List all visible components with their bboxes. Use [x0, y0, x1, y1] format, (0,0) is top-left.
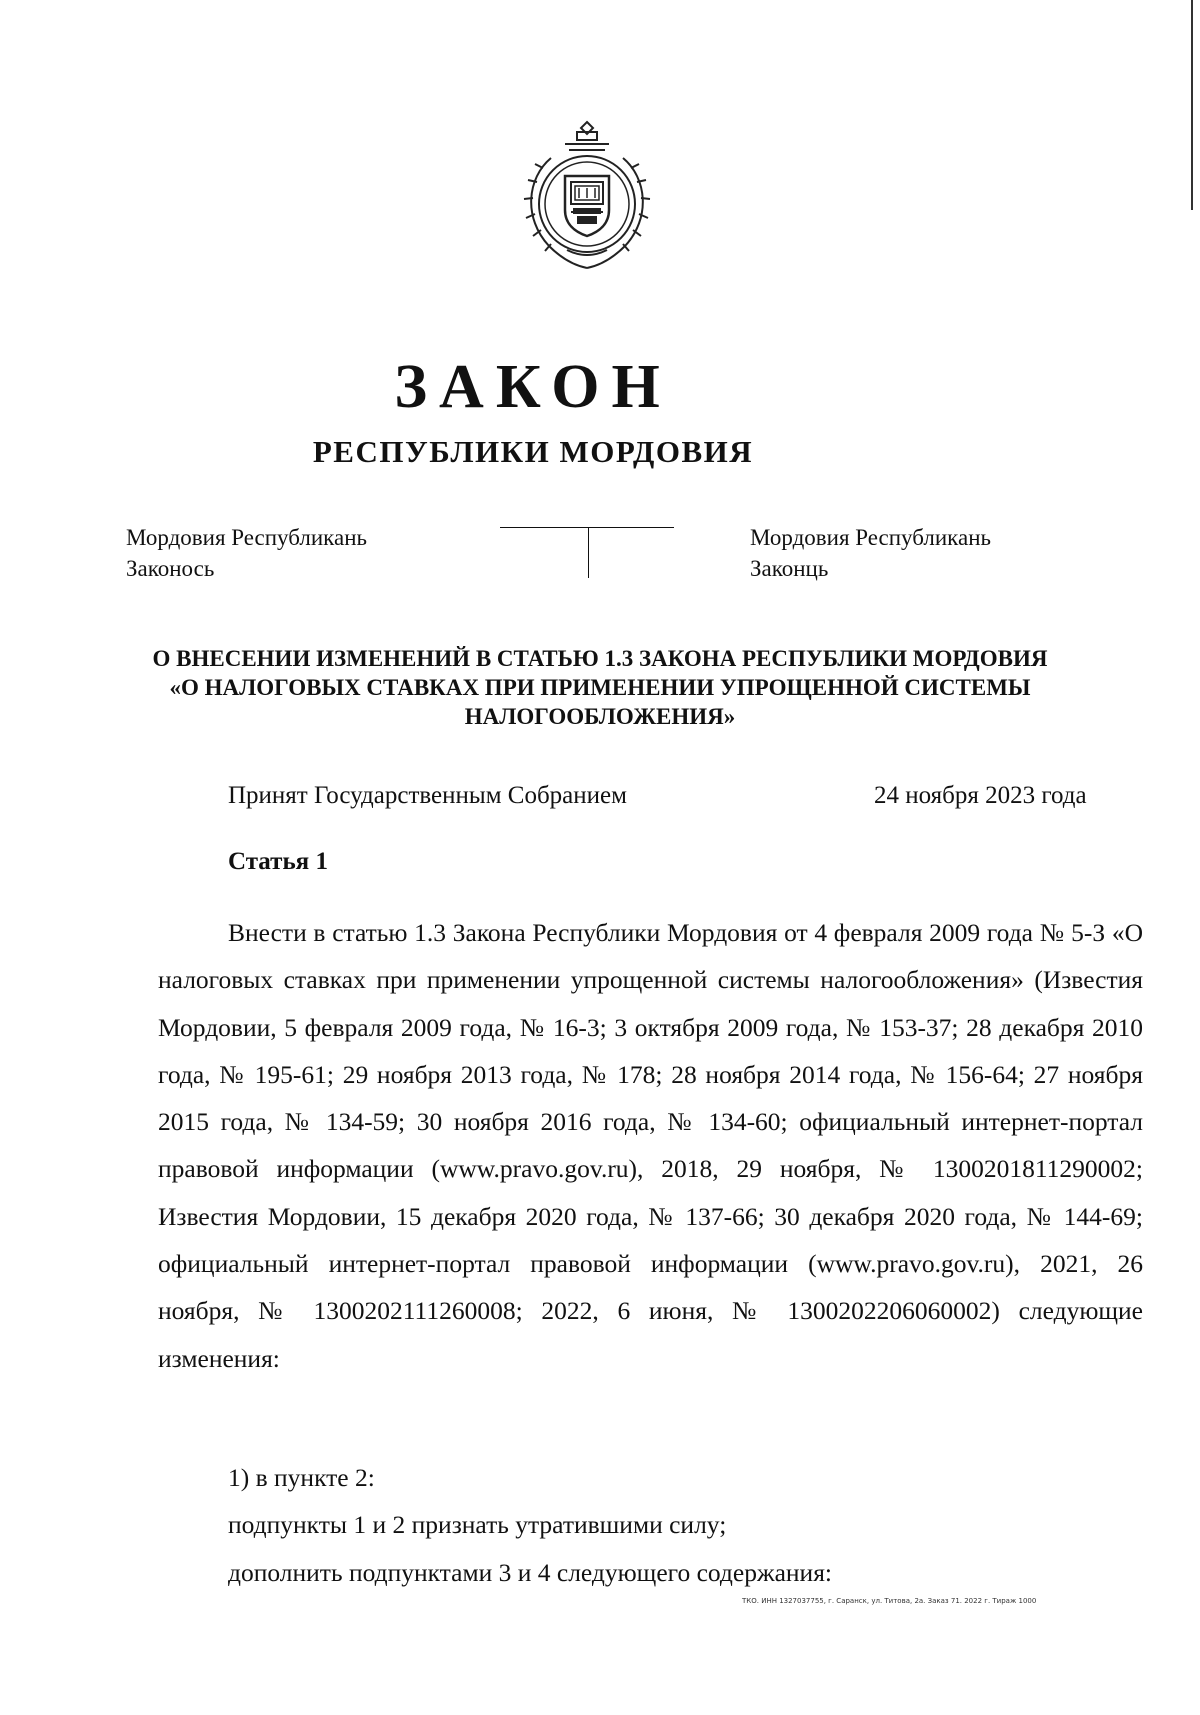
header-left-line2: Законось — [126, 556, 215, 581]
coat-of-arms-icon — [511, 118, 663, 274]
header-divider-vertical — [588, 528, 589, 578]
document-heading-line2: «О НАЛОГОВЫХ СТАВКАХ ПРИ ПРИМЕНЕНИИ УПРОЩЕННОЙ СИСТЕМЫ — [169, 675, 1031, 700]
amendment-items — [228, 1454, 832, 1596]
header-right-line2: Законць — [750, 556, 829, 581]
header-left-block — [126, 522, 367, 584]
law-title: ЗАКОН — [394, 353, 672, 421]
amendment-item-1: 1) в пункте 2: — [228, 1463, 375, 1492]
article-title: Статья 1 — [228, 848, 328, 875]
document-heading — [130, 644, 1070, 731]
document-heading-line1: О ВНЕСЕНИИ ИЗМЕНЕНИЙ В СТАТЬЮ 1.3 ЗАКОНА РЕСПУБЛИКИ МОРДОВИЯ — [152, 646, 1048, 671]
header-divider-horizontal — [500, 527, 674, 528]
scan-edge-line — [1191, 0, 1193, 210]
document-heading-line3: НАЛОГООБЛОЖЕНИЯ» — [464, 704, 736, 729]
header-right-block — [750, 522, 991, 584]
header-right-line1: Мордовия Республикань — [750, 525, 992, 550]
header-left-line1: Мордовия Республикань — [126, 525, 368, 550]
adopted-label: Принят Государственным Собранием — [228, 782, 627, 809]
amendment-item-3: дополнить подпунктами 3 и 4 следующего содержания: — [228, 1557, 833, 1587]
printing-info: ТКО. ИНН 1327037755, г. Саранск, ул. Титова, 2а. Заказ 71. 2022 г. Тираж 1000 — [742, 1597, 1037, 1605]
article-body-text: Внести в статью 1.3 Закона Республики Мордовия от 4 февраля 2009 года № 5-З «О налоговых ставках при применении упрощенной системы налогообложения» (Известия Мордовии, 5 февраля 2009 года, № 16-3; 3 октября 2009 года, № 153-37; 28 декабря 2010 года, № 195-61; 29 ноября 2013 года, № 178; 28 ноября 2014 года, № 156-64; 27 ноября 2015 года, № 134-59; 30 ноября 2016 года, № 134-60; официальный интернет-портал правовой информации (www.pravo.gov.ru), 2018, 29 ноября, № 1300201811290002; Известия Мордовии, 15 декабря 2020 года, № 137-66; 30 декабря 2020 года, № 144-69; официальный интернет-портал правовой информации (www.pravo.gov.ru), 2021, 26 ноября, № 1300202111260008; 2022, 6 июня, № 1300202206060002) следующие изменения: — [158, 918, 1143, 1373]
amendment-item-2: подпункты 1 и 2 признать утратившими силу; — [228, 1510, 727, 1540]
law-subtitle: РЕСПУБЛИКИ МОРДОВИЯ — [312, 434, 754, 469]
adopted-date: 24 ноября 2023 года — [874, 782, 1087, 809]
